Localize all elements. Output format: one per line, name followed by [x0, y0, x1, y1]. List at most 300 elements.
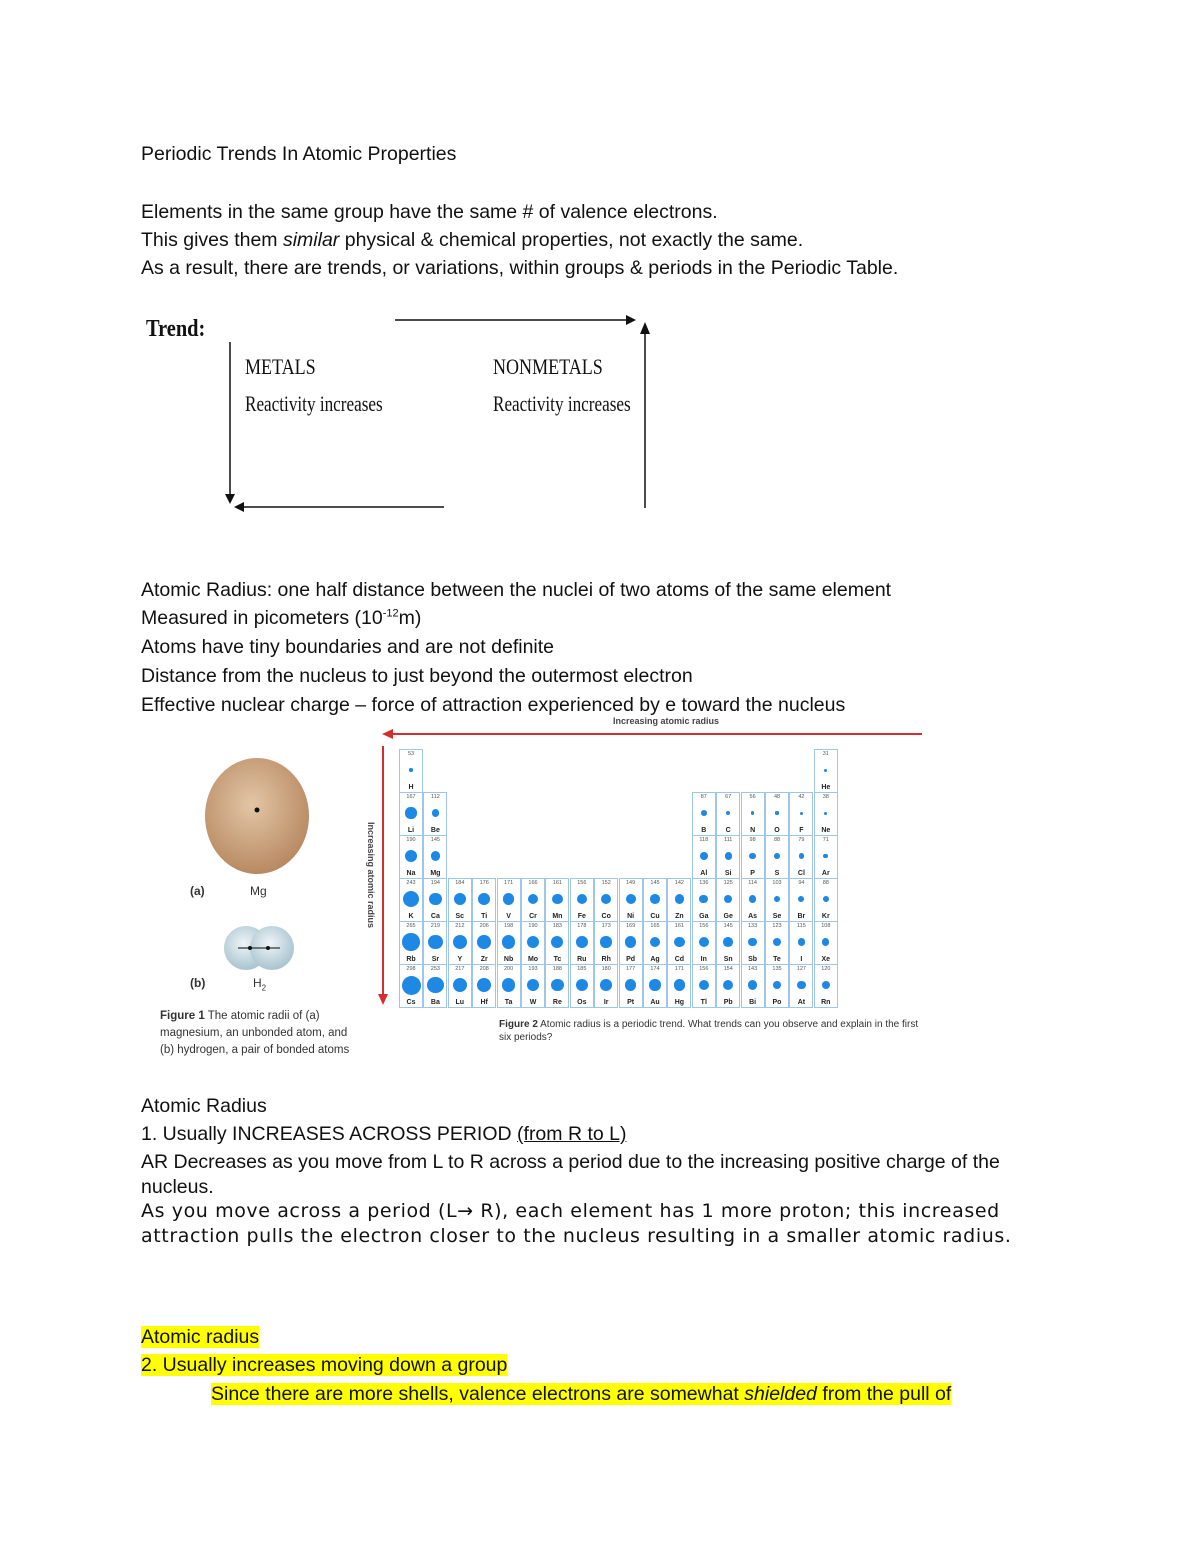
element-cell-tc: [545, 921, 569, 965]
element-radius-dot: [824, 812, 827, 815]
element-radius: 127: [796, 966, 806, 972]
element-radius-dot: [551, 936, 563, 948]
element-radius: 38: [822, 794, 829, 800]
element-radius-dot: [527, 936, 540, 949]
element-symbol: I: [800, 956, 803, 963]
element-radius: 188: [552, 966, 562, 972]
element-symbol: Cr: [529, 913, 537, 920]
element-radius-dot: [726, 811, 730, 815]
element-radius: 178: [577, 923, 587, 929]
element-radius-dot: [477, 978, 491, 992]
trend1-title: Atomic Radius: [141, 1095, 267, 1117]
element-cell-ca: [423, 878, 447, 922]
element-symbol: Pt: [627, 999, 635, 1006]
element-radius: 79: [798, 837, 805, 843]
element-radius-dot: [502, 978, 515, 991]
element-symbol: Ca: [430, 913, 440, 920]
radius-def-exponent: -12: [382, 607, 399, 620]
element-radius-dot: [409, 768, 412, 771]
element-radius-dot: [527, 979, 540, 992]
element-cell-ge: [716, 878, 740, 922]
element-radius: 171: [504, 880, 514, 886]
element-symbol: Si: [724, 870, 732, 877]
element-cell-h: [399, 749, 423, 793]
element-symbol: Be: [430, 827, 440, 834]
element-radius-dot: [701, 810, 707, 816]
element-cell-al: [692, 835, 716, 879]
intro-line-2-em: similar: [282, 229, 340, 251]
element-radius: 114: [748, 880, 757, 886]
element-symbol: Rn: [821, 999, 831, 1006]
element-cell-y: [448, 921, 472, 965]
element-radius: 149: [626, 880, 636, 886]
element-cell-kr: [814, 878, 838, 922]
element-radius-dot: [798, 896, 804, 902]
element-radius: 115: [797, 923, 806, 929]
element-cell-k: [399, 878, 423, 922]
trend2-title: [141, 1324, 259, 1350]
element-radius-dot: [797, 981, 805, 989]
element-cell-v: [497, 878, 521, 922]
element-cell-in: [692, 921, 716, 965]
element-radius: 208: [479, 966, 489, 972]
element-cell-li: [399, 792, 423, 836]
element-cell-ag: [643, 921, 667, 965]
fig2-caption-line-2: six periods?: [499, 1032, 553, 1043]
element-radius: 161: [552, 880, 562, 886]
element-radius-dot: [725, 852, 732, 859]
element-cell-te: [765, 921, 789, 965]
element-radius-dot: [427, 977, 444, 994]
nonmetals-title: NONMETALS: [493, 354, 603, 379]
fig1-label-mg: Mg: [250, 884, 267, 898]
element-radius: 265: [406, 923, 416, 929]
element-radius: 108: [821, 923, 831, 929]
element-cell-zn: [667, 878, 691, 922]
element-symbol: Xe: [821, 956, 831, 963]
element-cell-n: [741, 792, 765, 836]
element-cell-cl: [789, 835, 813, 879]
element-symbol: At: [797, 999, 806, 1006]
element-radius: 98: [749, 837, 756, 843]
fig1-label-b: (b): [190, 976, 206, 990]
element-cell-p: [741, 835, 765, 879]
element-symbol: Cd: [674, 956, 685, 963]
element-cell-re: [545, 964, 569, 1008]
element-symbol: Hf: [480, 999, 488, 1006]
element-cell-b: [692, 792, 716, 836]
fig1-caption-bold: Figure 1: [160, 1010, 205, 1022]
element-symbol: Ag: [650, 956, 660, 963]
element-radius-dot: [431, 851, 441, 861]
fig2-caption-line-1: [499, 1018, 918, 1031]
element-symbol: Cu: [650, 913, 660, 920]
element-cell-si: [716, 835, 740, 879]
element-cell-he: [814, 749, 838, 793]
element-radius-dot: [402, 933, 419, 950]
radius-def-line-4: Distance from the nucleus to just beyond the outermost electron: [141, 665, 693, 687]
element-cell-cd: [667, 921, 691, 965]
element-radius: 219: [430, 923, 440, 929]
nonmetals-subtitle: Reactivity increases: [493, 391, 631, 416]
fig1-caption-line-2: magnesium, an unbonded atom, and: [160, 1027, 348, 1039]
element-cell-mn: [545, 878, 569, 922]
element-symbol: Sn: [723, 956, 733, 963]
element-radius-dot: [674, 937, 685, 948]
element-cell-rb: [399, 921, 423, 965]
element-cell-se: [765, 878, 789, 922]
element-cell-rh: [594, 921, 618, 965]
element-symbol: Mo: [527, 956, 539, 963]
metals-subtitle: Reactivity increases: [245, 391, 383, 416]
element-symbol: Rh: [601, 956, 611, 963]
element-radius: 154: [723, 966, 733, 972]
trend1-line-1-pre: 1. Usually INCREASES ACROSS PERIOD: [141, 1123, 518, 1145]
element-symbol: Ga: [699, 913, 709, 920]
page-title: Periodic Trends In Atomic Properties: [141, 143, 457, 165]
trend2-line-1-text: 2. Usually increases moving down a group: [141, 1354, 508, 1376]
element-cell-f: [789, 792, 813, 836]
element-symbol: P: [750, 870, 755, 877]
element-symbol: Sr: [431, 956, 440, 963]
trend-label: Trend:: [146, 316, 206, 342]
element-symbol: Al: [700, 870, 708, 877]
fig2-top-label: Increasing atomic radius: [613, 716, 720, 726]
fig2-side-arrow: [377, 746, 389, 1006]
element-symbol: Na: [406, 870, 416, 877]
element-cell-o: [765, 792, 789, 836]
element-radius: 133: [748, 923, 758, 929]
element-radius: 171: [674, 966, 684, 972]
element-radius: 48: [773, 794, 781, 800]
element-radius: 103: [772, 880, 782, 886]
fig1-label-a: (a): [190, 884, 205, 898]
element-radius-dot: [402, 976, 421, 995]
element-cell-mo: [521, 921, 545, 965]
element-radius: 56: [749, 794, 756, 800]
element-radius: 161: [674, 923, 684, 929]
element-radius: 177: [626, 966, 636, 972]
trend1-line-2: AR Decreases as you move from L to R across a period due to the increasing positive charge of the nucleus.: [141, 1151, 1000, 1198]
intro-line-2: [141, 227, 803, 253]
element-cell-ar: [814, 835, 838, 879]
intro-line-2-post: physical & chemical properties, not exactly the same.: [339, 229, 804, 251]
element-radius-dot: [823, 896, 829, 902]
element-cell-c: [716, 792, 740, 836]
element-radius-dot: [700, 852, 708, 860]
element-symbol: Zn: [675, 913, 684, 920]
element-symbol: Cs: [406, 999, 416, 1006]
element-symbol: Cl: [797, 870, 805, 877]
element-symbol: B: [701, 827, 707, 834]
trend2-title-text: Atomic radius: [141, 1326, 260, 1348]
element-symbol: F: [799, 827, 804, 834]
element-radius: 88: [822, 880, 829, 886]
element-radius-dot: [600, 936, 611, 947]
element-cell-rn: [814, 964, 838, 1008]
element-cell-hg: [667, 964, 691, 1008]
element-cell-w: [521, 964, 545, 1008]
element-radius-dot: [552, 894, 563, 905]
radius-def-line-2: [141, 605, 421, 631]
element-radius: 184: [455, 880, 465, 886]
element-radius: 53: [407, 751, 415, 757]
element-radius-dot: [675, 894, 684, 903]
intro-line-1: Elements in the same group have the same # of valence electrons.: [141, 201, 718, 223]
element-symbol: K: [408, 913, 414, 920]
element-symbol: C: [725, 827, 731, 834]
element-symbol: Mn: [552, 913, 563, 920]
element-symbol: Zr: [480, 956, 488, 963]
element-symbol: Fe: [577, 913, 586, 920]
element-radius: 166: [528, 880, 538, 886]
element-radius: 94: [798, 880, 805, 886]
element-radius: 194: [430, 880, 440, 886]
element-radius-dot: [724, 895, 732, 903]
element-cell-fe: [570, 878, 594, 922]
element-cell-bi: [741, 964, 765, 1008]
element-radius-dot: [405, 807, 416, 818]
element-radius-dot: [601, 894, 611, 904]
element-symbol: Bi: [749, 999, 757, 1006]
element-radius-dot: [723, 980, 733, 990]
element-radius-dot: [824, 769, 827, 772]
element-cell-sn: [716, 921, 740, 965]
element-radius: 190: [528, 923, 538, 929]
element-radius-dot: [453, 935, 467, 949]
element-radius: 145: [723, 923, 733, 929]
element-radius: 145: [430, 837, 440, 843]
fig1-h2-symbol: H: [253, 976, 262, 990]
element-radius-dot: [822, 938, 829, 945]
element-symbol: Ge: [723, 913, 733, 920]
element-radius-dot: [403, 891, 419, 907]
radius-def-line-2-pre: Measured in picometers (10: [141, 607, 383, 629]
element-radius-dot: [429, 893, 442, 906]
element-cell-co: [594, 878, 618, 922]
element-radius-dot: [576, 979, 588, 991]
element-radius-dot: [674, 979, 685, 990]
element-radius: 253: [430, 966, 440, 972]
element-symbol: Y: [457, 956, 463, 963]
element-radius: 185: [577, 966, 587, 972]
element-cell-at: [789, 964, 813, 1008]
fig2-caption-text-1: Atomic radius is a periodic trend. What trends can you observe and explain in the first: [540, 1019, 919, 1030]
element-cell-ir: [594, 964, 618, 1008]
element-radius-dot: [823, 854, 828, 859]
element-radius-dot: [649, 979, 660, 990]
element-radius-dot: [478, 893, 490, 905]
element-symbol: Po: [772, 999, 782, 1006]
element-symbol: Sc: [455, 913, 465, 920]
element-cell-na: [399, 835, 423, 879]
element-cell-ga: [692, 878, 716, 922]
element-symbol: Ti: [481, 913, 488, 920]
element-radius-dot: [748, 938, 757, 947]
element-radius-dot: [773, 938, 781, 946]
element-radius: 118: [699, 837, 709, 843]
element-cell-ba: [423, 964, 447, 1008]
element-radius: 67: [725, 794, 732, 800]
element-symbol: Rb: [406, 956, 416, 963]
element-radius-dot: [748, 980, 757, 989]
element-symbol: Pb: [723, 999, 733, 1006]
fig1-caption-text-1: The atomic radii of (a): [207, 1010, 320, 1022]
element-radius: 176: [479, 880, 489, 886]
element-radius: 167: [406, 794, 416, 800]
element-cell-cs: [399, 964, 423, 1008]
element-symbol: Au: [650, 999, 660, 1006]
element-symbol: Sb: [748, 956, 758, 963]
metals-title: METALS: [245, 354, 316, 379]
element-radius: 136: [699, 880, 709, 886]
element-symbol: Li: [407, 827, 415, 834]
element-radius-dot: [775, 811, 778, 814]
element-symbol: Tc: [553, 956, 562, 963]
element-radius-dot: [800, 812, 803, 815]
element-radius-dot: [650, 937, 661, 948]
element-radius: 193: [528, 966, 538, 972]
element-radius-dot: [699, 937, 709, 947]
element-symbol: Kr: [821, 913, 830, 920]
radius-def-line-1: Atomic Radius: one half distance between the nuclei of two atoms of the same element: [141, 579, 892, 601]
h2-molecule-illustration: [222, 924, 296, 972]
element-radius: 169: [626, 923, 636, 929]
element-radius: 152: [601, 880, 611, 886]
element-radius-dot: [625, 979, 637, 991]
trend1-line-3: As you move across a period (L→ R), each element has 1 more proton; this increased attraction pulls the electron closer to the nucleus resulting in a smaller atomic radius.: [141, 1200, 1012, 1247]
element-radius: 123: [772, 923, 782, 929]
element-symbol: V: [506, 913, 511, 920]
element-radius: 125: [723, 880, 733, 886]
element-radius: 120: [821, 966, 831, 972]
element-radius-dot: [577, 894, 587, 904]
element-radius-dot: [773, 981, 782, 990]
element-symbol: W: [529, 999, 537, 1006]
element-radius: 42: [798, 794, 805, 800]
trend2-line-1: [141, 1352, 507, 1378]
element-symbol: Pd: [626, 956, 636, 963]
element-radius-dot: [454, 893, 466, 905]
element-cell-ni: [619, 878, 643, 922]
element-symbol: Ni: [627, 913, 635, 920]
element-symbol: Lu: [455, 999, 465, 1006]
element-radius-dot: [799, 853, 804, 858]
element-symbol: S: [774, 870, 780, 877]
element-radius: 71: [822, 837, 829, 843]
element-radius-dot: [502, 935, 515, 948]
element-cell-pb: [716, 964, 740, 1008]
element-cell-ti: [472, 878, 496, 922]
element-radius: 156: [577, 880, 587, 886]
element-cell-as: [741, 878, 765, 922]
element-symbol: H: [408, 784, 414, 791]
element-radius: 156: [699, 923, 709, 929]
element-radius-dot: [749, 853, 755, 859]
element-radius: 198: [504, 923, 514, 929]
element-cell-au: [643, 964, 667, 1008]
element-radius-dot: [798, 938, 806, 946]
element-radius-dot: [551, 979, 563, 991]
element-radius: 156: [699, 966, 709, 972]
element-symbol: Co: [601, 913, 611, 920]
element-radius-dot: [432, 809, 439, 816]
element-radius: 174: [650, 966, 660, 972]
element-cell-sc: [448, 878, 472, 922]
element-symbol: Re: [552, 999, 562, 1006]
element-cell-sr: [423, 921, 447, 965]
element-radius: 165: [650, 923, 660, 929]
fig1-caption-line-3: (b) hydrogen, a pair of bonded atoms: [160, 1044, 350, 1056]
element-symbol: Te: [773, 956, 781, 963]
element-radius-dot: [699, 895, 708, 904]
element-radius: 180: [601, 966, 611, 972]
element-radius-dot: [503, 893, 514, 904]
element-symbol: As: [748, 913, 758, 920]
element-cell-lu: [448, 964, 472, 1008]
element-radius-dot: [723, 937, 733, 947]
element-symbol: In: [700, 956, 707, 963]
fig2-side-label: Increasing atomic radius: [366, 822, 376, 929]
element-radius: 183: [552, 923, 562, 929]
element-radius-dot: [751, 811, 755, 815]
element-radius: 145: [650, 880, 660, 886]
element-cell-cu: [643, 878, 667, 922]
element-radius-dot: [749, 895, 757, 903]
element-symbol: Se: [772, 913, 782, 920]
element-radius: 217: [455, 966, 465, 972]
element-symbol: He: [821, 784, 831, 791]
element-radius: 206: [479, 923, 489, 929]
element-cell-mg: [423, 835, 447, 879]
trend1-line-1: [141, 1121, 626, 1147]
element-radius-dot: [600, 979, 612, 991]
element-symbol: Ar: [821, 870, 830, 877]
element-cell-po: [765, 964, 789, 1008]
element-radius: 298: [406, 966, 416, 972]
element-cell-br: [789, 878, 813, 922]
element-radius: 212: [455, 923, 465, 929]
element-radius: 31: [822, 751, 829, 757]
element-radius-dot: [774, 896, 781, 903]
element-radius: 135: [772, 966, 782, 972]
element-radius: 243: [406, 880, 416, 886]
trend2-line-2-pre: Since there are more shells, valence electrons are somewhat: [211, 1383, 745, 1405]
element-symbol: Hg: [674, 999, 685, 1006]
fig1-label-h2: [253, 976, 266, 992]
element-symbol: O: [774, 827, 780, 834]
element-cell-sb: [741, 921, 765, 965]
element-cell-ne: [814, 792, 838, 836]
intro-line-3: As a result, there are trends, or variations, within groups & periods in the Periodic Table.: [141, 257, 899, 279]
element-symbol: Ir: [603, 999, 609, 1006]
element-cell-zr: [472, 921, 496, 965]
element-symbol: Ne: [821, 827, 831, 834]
element-cell-pd: [619, 921, 643, 965]
element-cell-nb: [497, 921, 521, 965]
element-radius-dot: [477, 935, 491, 949]
element-symbol: Tl: [700, 999, 707, 1006]
element-radius-dot: [650, 894, 660, 904]
element-symbol: Ru: [577, 956, 587, 963]
element-radius: 173: [601, 923, 611, 929]
element-cell-ta: [497, 964, 521, 1008]
trend2-line-2-em: shielded: [744, 1383, 817, 1405]
element-symbol: Ba: [430, 999, 440, 1006]
element-radius-dot: [626, 894, 636, 904]
radius-def-line-5: Effective nuclear charge – force of attraction experienced by e toward the nucleus: [141, 694, 846, 716]
element-radius: 112: [431, 794, 440, 800]
